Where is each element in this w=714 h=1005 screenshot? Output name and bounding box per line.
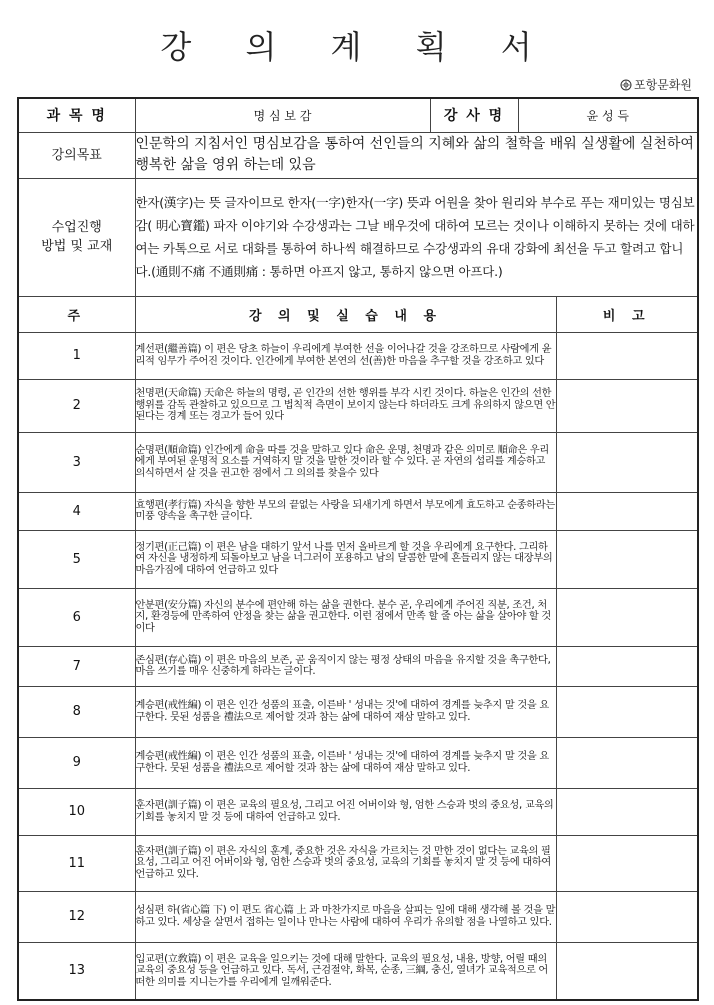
week-note	[556, 942, 698, 1000]
week-row	[18, 891, 698, 942]
week-number: 9	[18, 737, 135, 788]
week-note	[556, 379, 698, 432]
week-row	[18, 492, 698, 530]
week-number: 3	[18, 432, 135, 492]
week-row	[18, 530, 698, 588]
week-content: 성심편 하(省心篇 下) 이 편도 省心篇 上 과 마찬가지로 마음을 살피는 일에 대해 생각해 볼 것을 말하고 있다. 세상을 살면서 접하는 일이나 만나는 사람에 대하여 우리가 유의할 점을 나열하고 있다.	[135, 891, 556, 942]
course-name: 명 심 보 감	[135, 98, 430, 132]
week-content: 순명편(順命篇) 인간에게 命을 따를 것을 말하고 있다 命은 운명, 천명과 같은 의미로 順命은 우리에게 부여된 운명적 요소를 거역하지 말 것을 말한 것이라 할 수 있다. 곧 자연의 섭리를 계승하고 의식하면서 살 것을 권고한 점에서 그 의의를 찾을수 있다	[135, 432, 556, 492]
week-note	[556, 646, 698, 686]
week-row	[18, 788, 698, 835]
week-note	[556, 530, 698, 588]
week-row	[18, 432, 698, 492]
content-column-header: 강 의 및 실 습 내 용	[135, 296, 556, 332]
week-row	[18, 379, 698, 432]
week-number: 10	[18, 788, 135, 835]
week-content: 계선편(繼善篇) 이 편은 당초 하늘이 우리에게 부여한 선을 이어나갈 것을 강조하므로 사람에게 윤리적 임무가 주어진 것이다. 인간에게 부여한 본연의 선(善)한 마음을 추구할 것을 강조하고 있다	[135, 332, 556, 379]
week-content: 정기편(正己篇) 이 편은 남을 대하기 앞서 나를 먼저 올바르게 할 것을 우리에게 요구한다. 그리하여 자신을 냉정하게 되돌아보고 남을 너그러이 포용하고 남의 달콤한 말에 흔들리지 않는 대장부의 마음가짐에 대하여 언급하고 있다	[135, 530, 556, 588]
week-number: 6	[18, 588, 135, 646]
method-text: 한자(漢字)는 뜻 글자이므로 한자(一字)한자(一字) 뜻과 어원을 찾아 원리와 부수로 푸는 재미있는 명심보감( 明心寶鑑) 파자 이야기와 수강생과는 그날 배우것에 대하여 모르는 것이나 이해하지 못하는 것에 대하여는 카톡으로 서로 대화를 통하여 하나씩 해결하므로 수강생과의 유대 강화에 최선을 두고 할려고 합니다.(通則不痛 不通則痛 : 통하면 아프지 않고, 통하지 않으면 아프다.)	[135, 178, 698, 296]
week-number: 1	[18, 332, 135, 379]
week-content: 훈자편(訓子篇) 이 편은 교육의 필요성, 그리고 어진 어버이와 형, 엄한 스승과 벗의 중요성, 교육의 기회를 놓치지 말 것 등에 대하여 언급하고 있다.	[135, 788, 556, 835]
organization-logo-icon	[620, 79, 632, 91]
week-number: 5	[18, 530, 135, 588]
week-content: 입교편(立敎篇) 이 편은 교육을 일으키는 것에 대해 말한다. 교육의 필요성, 내용, 방향, 어릴 때의 교육의 중요성 등을 언급하고 있다. 독서, 근검절약, 화목, 순종, 三綱, 충신, 열녀가 교육적으로 어떠한 의미를 지니는가를 우리에게 일깨워준다.	[135, 942, 556, 1000]
week-content: 효행편(孝行篇) 자식을 향한 부모의 끝없는 사랑을 되새기게 하면서 부모에게 효도하고 순종하라는 미풍 양속을 촉구한 글이다.	[135, 492, 556, 530]
instructor-name: 윤 성 득	[518, 98, 698, 132]
week-note	[556, 835, 698, 891]
goal-text: 인문학의 지침서인 명심보감을 통하여 선인들의 지혜와 삶의 철학을 배워 실생활에 실천하여 행복한 삶을 영위 하는데 있음	[135, 132, 698, 178]
week-number: 11	[18, 835, 135, 891]
week-number: 8	[18, 686, 135, 737]
week-content: 계승편(戒性編) 이 편은 인간 성품의 표출, 이른바 ' 성내는 것'에 대하여 경계를 늦추지 말 것을 요구한다. 뭇된 성품을 禮法으로 제어할 것과 참는 삶에 대하여 재삼 말하고 있다.	[135, 686, 556, 737]
method-label-line1: 수업진행	[51, 220, 102, 235]
week-row	[18, 737, 698, 788]
week-number: 7	[18, 646, 135, 686]
week-column-header: 주	[18, 296, 135, 332]
method-label-line2: 방법 및 교재	[41, 239, 113, 254]
document-title: 강 의 계 획 서	[160, 28, 554, 66]
week-content: 안분편(安分篇) 자신의 분수에 편안해 하는 삶을 권한다. 분수 곧, 우리에게 주어진 직분, 조건, 처지, 환경등에 만족하여 안정을 찾는 삶을 권고한다. 이런 점에서 만족 할 줄 아는 삶을 살아야 할 것이다	[135, 588, 556, 646]
method-row	[18, 178, 698, 296]
column-header-row	[18, 296, 698, 332]
week-note	[556, 891, 698, 942]
week-note	[556, 737, 698, 788]
week-row	[18, 332, 698, 379]
week-row	[18, 835, 698, 891]
week-content: 천명편(天命篇) 天命은 하늘의 명령, 곧 인간의 선한 행위를 부각 시킨 것이다. 하늘은 인간의 선한 행위를 감독 관찰하고 있으므로 그 법칙적 측면이 보이지 않는다 하더라도 크게 유의하지 않으면 안된다는 경계 또는 경고가 들어 있다	[135, 379, 556, 432]
week-content: 훈자편(訓子篇) 이 편은 자식의 훈계, 중요한 것은 자식을 가르치는 것 만한 것이 없다는 교육의 필요성, 그리고 어진 어버이와 형, 엄한 스승과 벗의 중요성, 교육의 기회를 놓치지 말 것 등에 대하여 언급하고 있다.	[135, 835, 556, 891]
instructor-label: 강 사 명	[430, 98, 518, 132]
week-number: 12	[18, 891, 135, 942]
goal-row	[18, 132, 698, 178]
week-note	[556, 492, 698, 530]
course-row	[18, 98, 698, 132]
week-content: 계승편(戒性編) 이 편은 인간 성품의 표출, 이른바 ' 성내는 것'에 대하여 경계를 늦추지 말 것을 요구한다. 뭇된 성품을 禮法으로 제어할 것과 참는 삶에 대하여 재삼 말하고 있다.	[135, 737, 556, 788]
week-note	[556, 686, 698, 737]
week-note	[556, 588, 698, 646]
note-column-header: 비 고	[556, 296, 698, 332]
week-note	[556, 788, 698, 835]
week-note	[556, 332, 698, 379]
week-row	[18, 588, 698, 646]
method-label	[18, 178, 135, 296]
week-number: 4	[18, 492, 135, 530]
week-note	[556, 432, 698, 492]
organization-label	[620, 76, 692, 93]
week-number: 2	[18, 379, 135, 432]
course-label: 과 목 명	[18, 98, 135, 132]
lecture-plan-table	[17, 97, 699, 1001]
week-row	[18, 942, 698, 1000]
goal-label: 강의목표	[18, 132, 135, 178]
organization-name: 포항문화원	[634, 78, 692, 92]
week-content: 존심편(存心篇) 이 편은 마음의 보존, 곧 움직이지 않는 평정 상태의 마음을 유지할 것을 촉구한다, 마음 쓰기를 매우 신중하게 하라는 글이다.	[135, 646, 556, 686]
week-row	[18, 686, 698, 737]
week-number: 13	[18, 942, 135, 1000]
week-row	[18, 646, 698, 686]
